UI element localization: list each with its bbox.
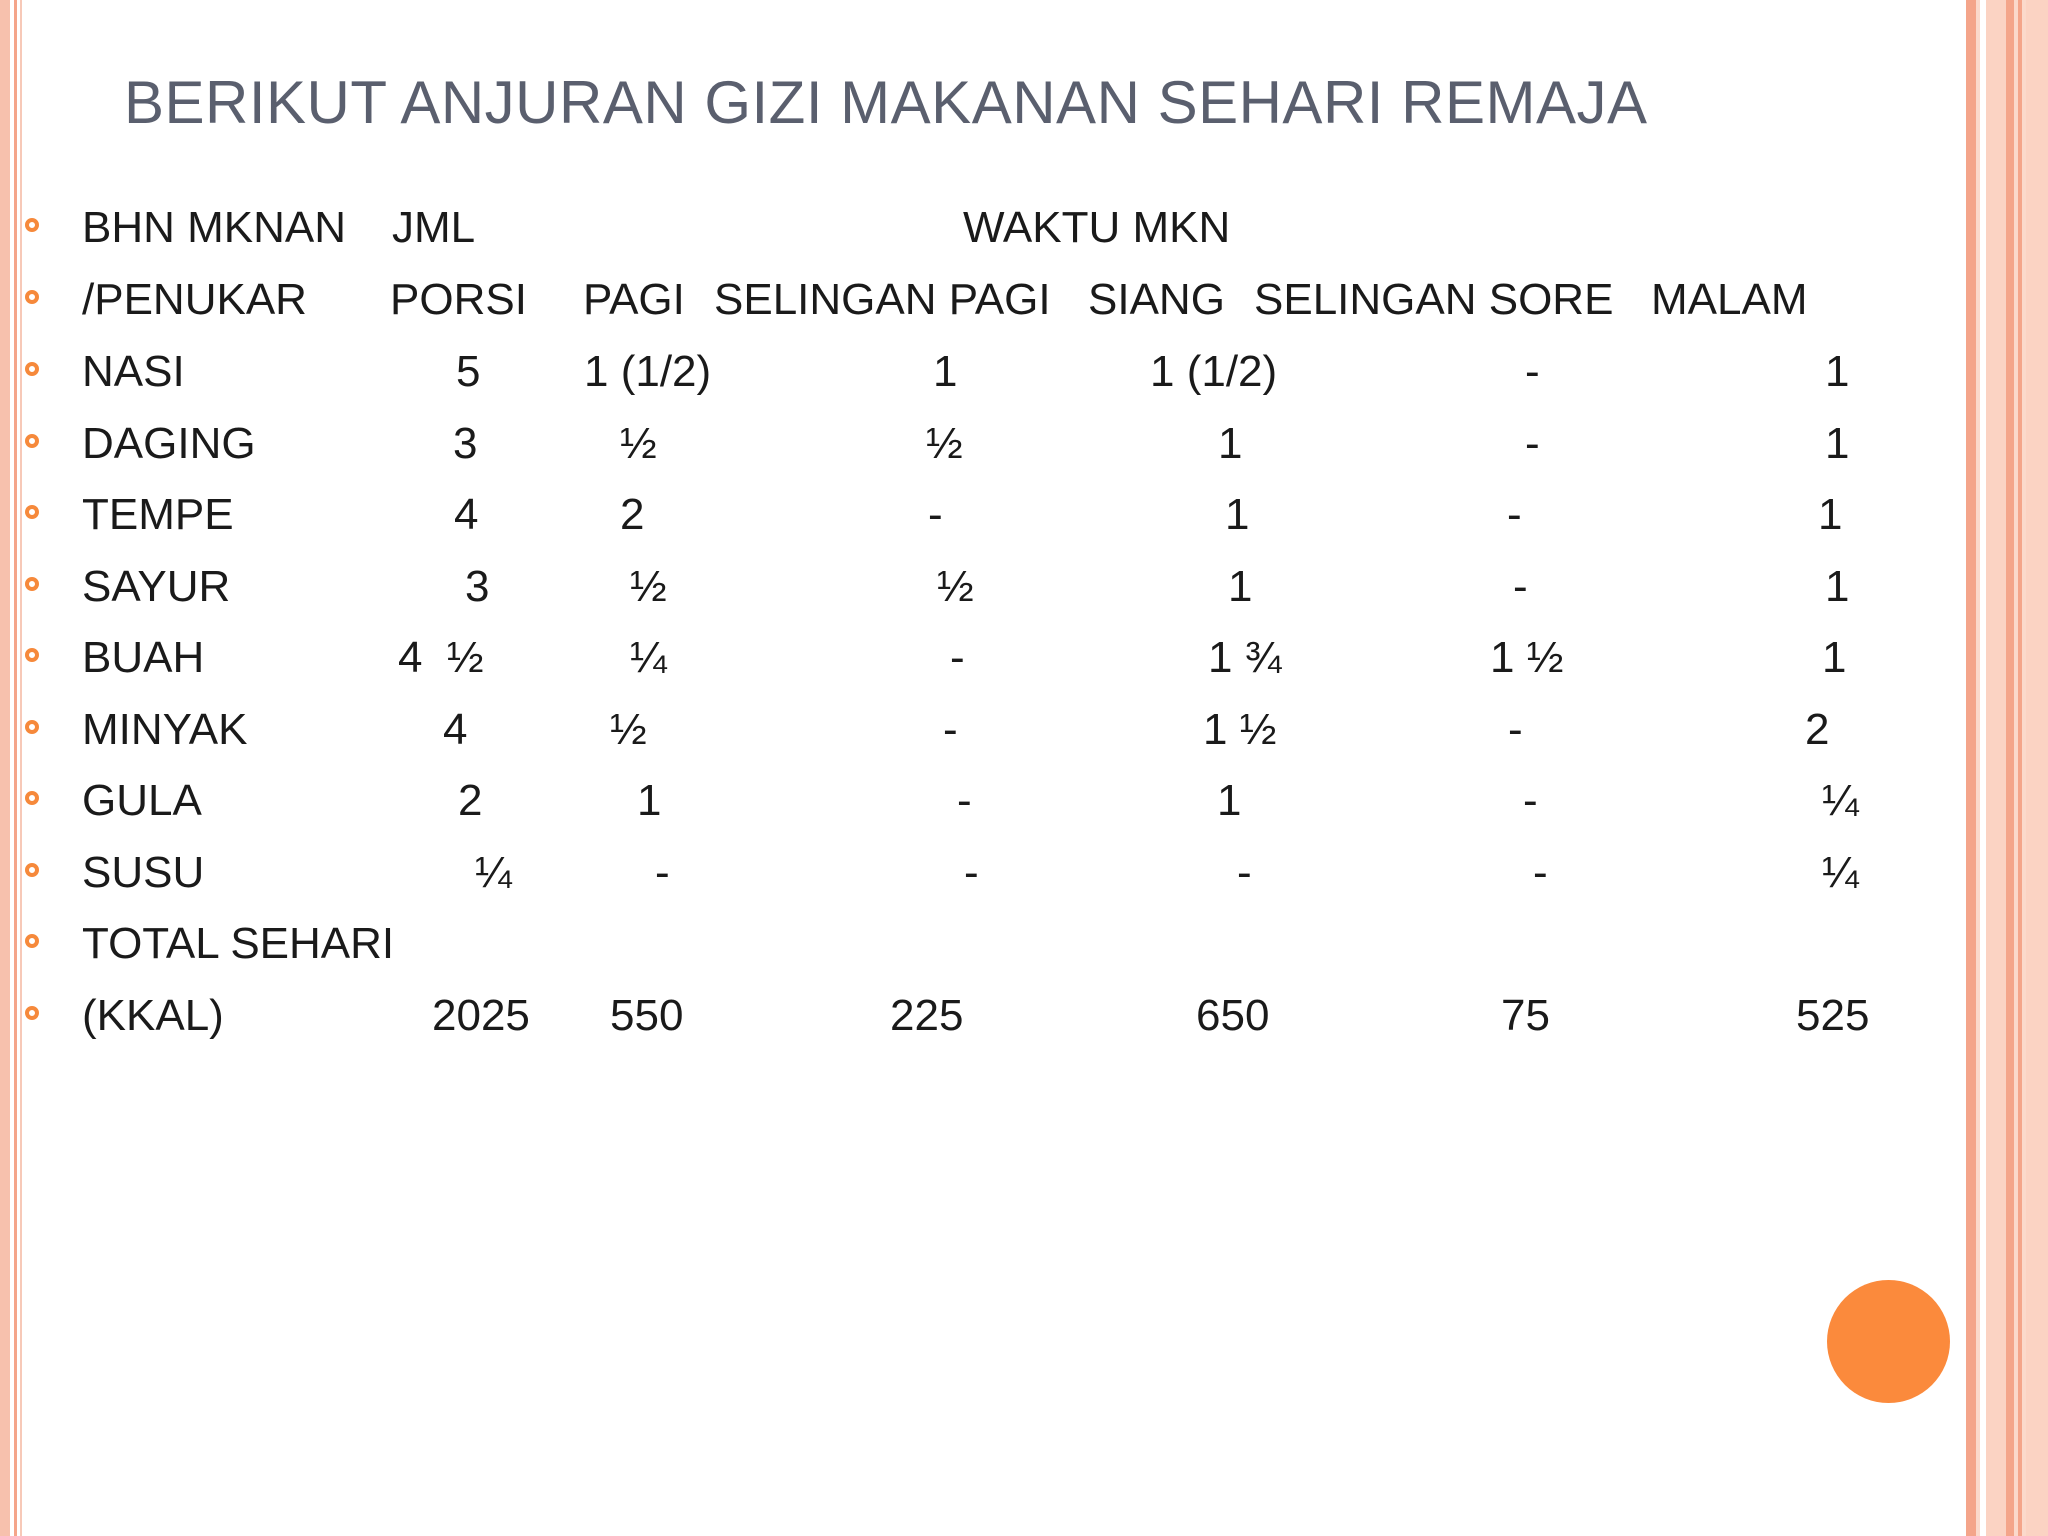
row-label: TEMPE xyxy=(82,490,234,539)
cell-malam: ¼ xyxy=(1822,776,1859,825)
cell-siang: 1 xyxy=(1218,419,1243,468)
header-selingan-sore: SELINGAN SORE xyxy=(1254,275,1614,324)
cell-malam: 1 xyxy=(1825,347,1850,396)
row-label: SAYUR xyxy=(82,562,231,611)
cell-selingan-pagi: - xyxy=(928,490,943,539)
header-waktu: WAKTU MKN xyxy=(963,203,1231,252)
cell-selingan-sore: - xyxy=(1525,419,1540,468)
list-item xyxy=(0,198,1960,258)
cell-porsi: 2 xyxy=(458,776,483,825)
bullet-icon xyxy=(25,720,39,734)
table-row xyxy=(0,843,1960,903)
bullet-icon xyxy=(25,218,39,232)
cell-selingan-sore: - xyxy=(1523,776,1538,825)
cell-porsi: 3 xyxy=(453,419,478,468)
row-label: (KKAL) xyxy=(82,991,224,1040)
cell-porsi: 2025 xyxy=(432,991,530,1040)
cell-selingan-sore: - xyxy=(1508,705,1523,754)
cell-siang: 1 xyxy=(1228,562,1253,611)
cell-selingan-pagi: - xyxy=(943,705,958,754)
bullet-icon xyxy=(25,434,39,448)
cell-porsi: 5 xyxy=(456,347,481,396)
cell-selingan-pagi: - xyxy=(964,848,979,897)
row-label: MINYAK xyxy=(82,705,248,754)
cell-siang: 1 xyxy=(1225,490,1250,539)
header-pagi: PAGI xyxy=(583,275,685,324)
cell-malam: 1 xyxy=(1818,490,1843,539)
header-jml: JML xyxy=(392,203,476,252)
cell-malam: 1 xyxy=(1822,633,1847,682)
cell-siang: 650 xyxy=(1196,991,1270,1040)
table-row xyxy=(0,700,1960,760)
bullet-icon xyxy=(25,1006,39,1020)
cell-selingan-sore: - xyxy=(1513,562,1528,611)
cell-selingan-sore: 1 ½ xyxy=(1490,633,1564,682)
row-label: GULA xyxy=(82,776,202,825)
slide-title: BERIKUT ANJURAN GIZI MAKANAN SEHARI REMAJA xyxy=(124,69,1648,136)
cell-selingan-sore: - xyxy=(1533,848,1548,897)
table-row xyxy=(0,414,1960,474)
table-row xyxy=(0,485,1960,545)
cell-selingan-pagi: - xyxy=(950,633,965,682)
cell-porsi: 4 ½ xyxy=(398,633,484,682)
cell-selingan-pagi: 225 xyxy=(890,991,964,1040)
header-porsi: PORSI xyxy=(390,275,527,324)
cell-selingan-pagi: ½ xyxy=(926,419,963,468)
right-border-decoration xyxy=(1966,0,2048,1536)
cell-porsi: 4 xyxy=(454,490,479,539)
row-label: BUAH xyxy=(82,633,205,682)
table-row xyxy=(0,771,1960,831)
cell-porsi: 3 xyxy=(465,562,490,611)
row-label: NASI xyxy=(82,347,185,396)
cell-pagi: 2 xyxy=(620,490,645,539)
table-row xyxy=(0,557,1960,617)
header-bahan: BHN MKNAN xyxy=(82,203,347,252)
cell-selingan-pagi: 1 xyxy=(933,347,958,396)
total-label: TOTAL SEHARI xyxy=(82,919,395,968)
table-row xyxy=(0,342,1960,402)
row-label: DAGING xyxy=(82,419,256,468)
cell-pagi: ½ xyxy=(630,562,667,611)
cell-malam: 1 xyxy=(1825,419,1850,468)
header-malam: MALAM xyxy=(1651,275,1808,324)
cell-siang: - xyxy=(1237,848,1252,897)
cell-siang: 1 ¾ xyxy=(1208,633,1282,682)
cell-pagi: 550 xyxy=(610,991,684,1040)
cell-pagi: ½ xyxy=(620,419,657,468)
cell-selingan-pagi: - xyxy=(957,776,972,825)
cell-siang: 1 ½ xyxy=(1203,705,1277,754)
bullet-icon xyxy=(25,362,39,376)
bullet-icon xyxy=(25,577,39,591)
header-selingan-pagi: SELINGAN PAGI xyxy=(714,275,1051,324)
cell-pagi: - xyxy=(655,848,670,897)
cell-pagi: ½ xyxy=(610,705,647,754)
header-penukar: /PENUKAR xyxy=(82,275,307,324)
cell-porsi: ¼ xyxy=(475,848,512,897)
cell-malam: ¼ xyxy=(1822,848,1859,897)
cell-selingan-sore: - xyxy=(1525,347,1540,396)
cell-siang: 1 xyxy=(1217,776,1242,825)
table-row xyxy=(0,986,1960,1046)
list-item xyxy=(0,270,1960,330)
header-siang: SIANG xyxy=(1088,275,1225,324)
bullet-icon xyxy=(25,648,39,662)
cell-pagi: 1 xyxy=(637,776,662,825)
bullet-icon xyxy=(25,863,39,877)
bullet-icon xyxy=(25,290,39,304)
cell-malam: 2 xyxy=(1805,705,1830,754)
list-item xyxy=(0,914,1960,974)
cell-selingan-sore: - xyxy=(1507,490,1522,539)
cell-selingan-pagi: ½ xyxy=(937,562,974,611)
cell-selingan-sore: 75 xyxy=(1501,991,1550,1040)
cell-malam: 1 xyxy=(1825,562,1850,611)
cell-pagi: ¼ xyxy=(630,633,667,682)
row-label: SUSU xyxy=(82,848,205,897)
cell-porsi: 4 xyxy=(443,705,468,754)
cell-malam: 525 xyxy=(1796,991,1870,1040)
bullet-icon xyxy=(25,505,39,519)
cell-siang: 1 (1/2) xyxy=(1150,347,1278,396)
cell-pagi: 1 (1/2) xyxy=(584,347,712,396)
decorative-orange-circle xyxy=(1827,1280,1950,1403)
bullet-icon xyxy=(25,934,39,948)
bullet-icon xyxy=(25,791,39,805)
table-row xyxy=(0,628,1960,688)
